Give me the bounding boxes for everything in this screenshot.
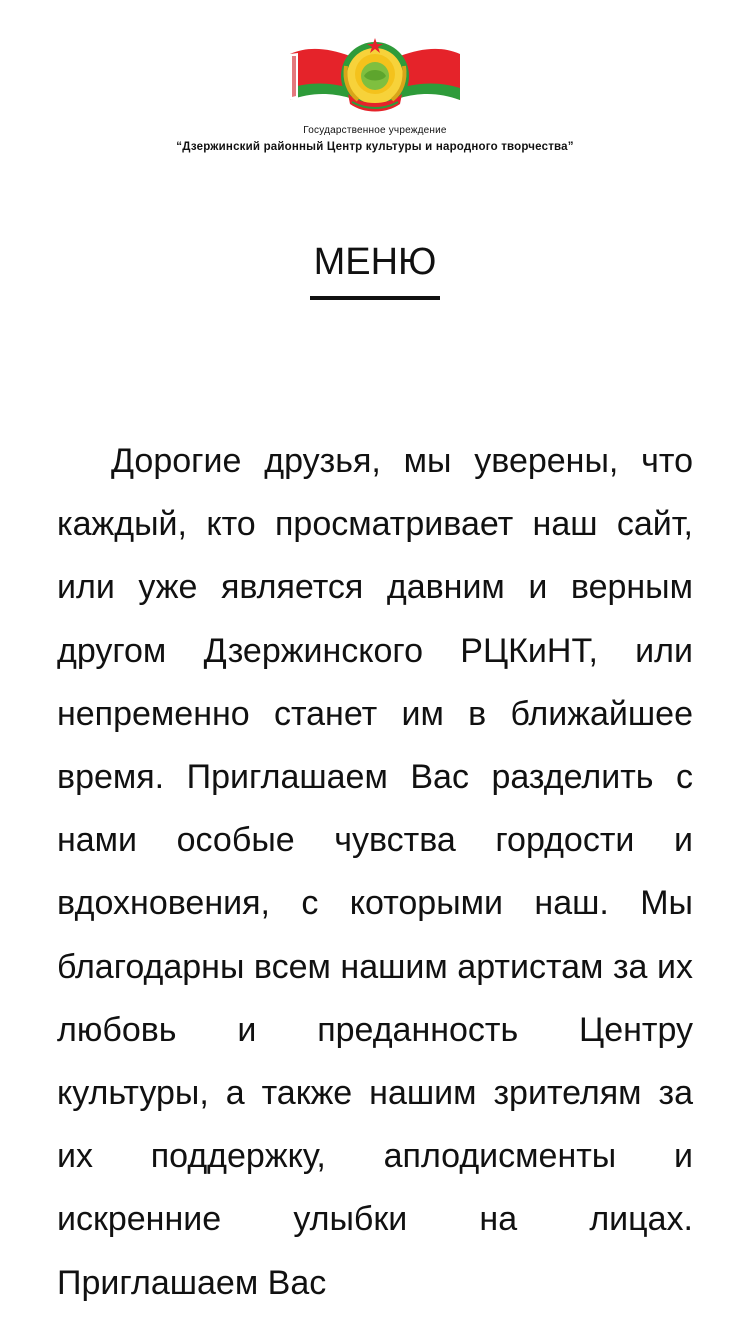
org-name-caption: “Дзержинский районный Центр культуры и народного творчества” bbox=[176, 141, 574, 153]
emblem-icon bbox=[288, 36, 462, 116]
site-header bbox=[0, 0, 750, 170]
state-emblem-logo[interactable] bbox=[288, 36, 462, 116]
menu-button[interactable] bbox=[308, 238, 442, 304]
org-type-caption: Государственное учреждение bbox=[303, 125, 447, 136]
menu-underline bbox=[310, 296, 440, 300]
intro-paragraph: Дорогие друзья, мы уверены, что каждый, кто просматривает наш сайт, или уже является давним и верным другом Дзержинского РЦКиНТ, или непременно станет им в ближайшее время. Приглашаем Вас разделить с нами особые чувства гордости и вдохновения, с которыми наш. Мы благодарны всем нашим артистам за их любовь и преданность Центру культуры, а также нашим зрителям за их поддержку, аплодисменты и искренние улыбки на лицах. Приглашаем Вас bbox=[57, 442, 693, 1302]
menu-label: МЕНЮ bbox=[313, 241, 437, 283]
